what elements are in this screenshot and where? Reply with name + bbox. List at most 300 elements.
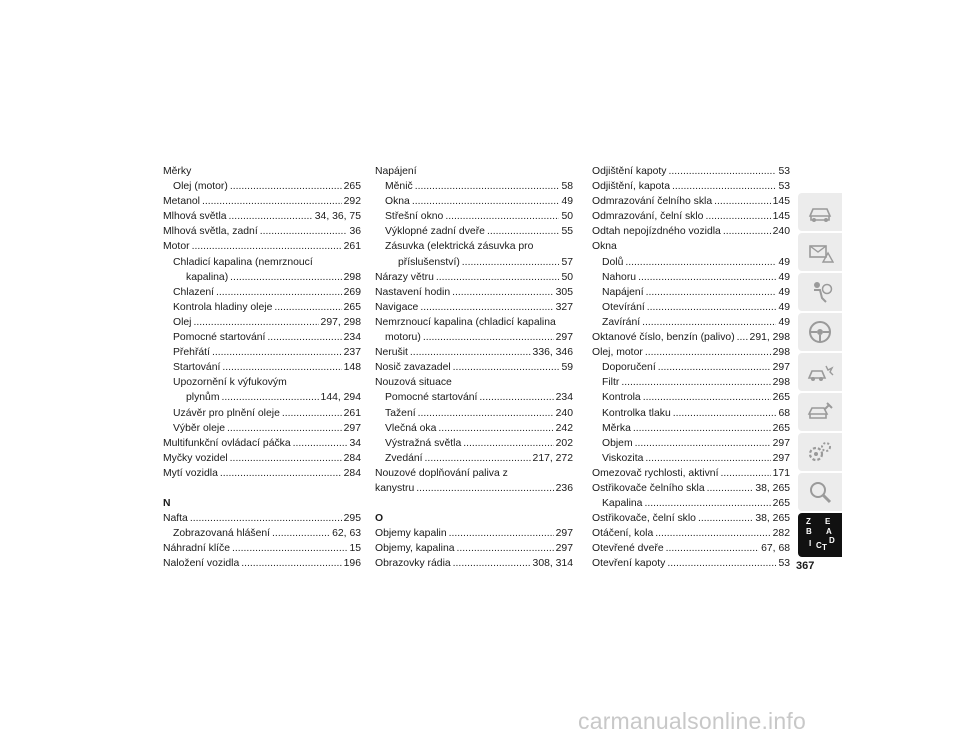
index-entry xyxy=(163,164,361,179)
index-entry xyxy=(592,526,790,541)
dot-leader xyxy=(705,209,770,224)
dot-leader xyxy=(230,179,342,194)
dot-leader xyxy=(274,300,341,315)
index-entry-term: Nárazy větru xyxy=(375,271,434,283)
index-entry-term: Ostřikovače čelního skla xyxy=(592,482,705,494)
index-entry-page: 49 xyxy=(778,301,790,313)
index-entry-term: Nastavení hodin xyxy=(375,286,451,298)
index-letter: I xyxy=(809,539,812,548)
index-entry xyxy=(163,360,361,375)
index-entry-page: 49 xyxy=(778,286,790,298)
index-entry xyxy=(163,436,361,451)
index-entry xyxy=(592,224,790,239)
dot-leader xyxy=(646,285,777,300)
index-entry-term: Filtr xyxy=(602,377,620,389)
dot-leader xyxy=(453,556,531,571)
dot-leader xyxy=(647,300,777,315)
index-entry xyxy=(375,345,573,360)
index-entry-page: 67, 68 xyxy=(761,543,790,555)
car-crash-icon xyxy=(806,358,834,386)
index-entry-page: 297 xyxy=(555,528,573,540)
index-entry xyxy=(163,315,361,330)
dot-leader xyxy=(438,421,553,436)
index-entry-term: Výstražná světla xyxy=(385,437,462,449)
dot-leader xyxy=(230,270,341,285)
dot-leader xyxy=(227,421,342,436)
index-entry-term: Výběr oleje xyxy=(173,422,225,434)
index-entry-term: Nouzová situace xyxy=(375,377,452,389)
index-entry-term: Olej, motor xyxy=(592,347,643,359)
index-entry-term: kapalina) xyxy=(186,271,229,283)
index-entry-term: Kontrola hladiny oleje xyxy=(173,301,273,313)
tab-warnings[interactable] xyxy=(798,233,842,271)
index-entry-page: 298 xyxy=(772,347,790,359)
index-entry-page: 265 xyxy=(343,301,361,313)
index-entry-page: 38, 265 xyxy=(755,513,790,525)
index-entry-term: Střešní okno xyxy=(385,211,444,223)
gears-icon xyxy=(806,438,834,466)
dot-leader xyxy=(479,390,553,405)
dot-leader xyxy=(202,194,342,209)
index-entry xyxy=(375,194,573,209)
index-entry-term: Měrka xyxy=(602,422,631,434)
dot-leader xyxy=(673,406,777,421)
index-entry-term: Náhradní klíče xyxy=(163,543,230,555)
index-entry-term: Odjištění, kapota xyxy=(592,181,670,193)
index-entry-page: 292 xyxy=(343,196,361,208)
index-entry-term: Měrky xyxy=(163,166,192,177)
index-entry-page: 298 xyxy=(772,377,790,389)
index-entry-page: 298 xyxy=(343,271,361,283)
dot-leader xyxy=(723,224,771,239)
dot-leader xyxy=(190,511,342,526)
dot-leader xyxy=(241,556,341,571)
index-entry xyxy=(592,511,790,526)
tab-technical[interactable] xyxy=(798,433,842,471)
dot-leader xyxy=(452,285,554,300)
dot-leader xyxy=(216,285,342,300)
index-entry-term: Chlazení xyxy=(173,286,215,298)
index-entry-page: 269 xyxy=(343,286,361,298)
index-entry xyxy=(592,451,790,466)
dot-leader xyxy=(212,345,342,360)
index-entry xyxy=(375,179,573,194)
index-entry-term: Napájení xyxy=(602,286,644,298)
dot-leader xyxy=(645,345,771,360)
index-entry-term: Mlhová světla, zadní xyxy=(163,226,258,238)
index-entry-term: Odmrazování čelního skla xyxy=(592,196,713,208)
index-entry xyxy=(375,526,573,541)
dot-leader xyxy=(463,436,553,451)
index-entry xyxy=(592,375,790,390)
index-entry-page: 171 xyxy=(772,467,790,479)
index-entry-page: 297 xyxy=(772,362,790,374)
index-entry-page: 68 xyxy=(778,407,790,419)
dot-leader xyxy=(707,481,754,496)
index-entry-page: 291, 298 xyxy=(749,332,790,344)
index-entry xyxy=(592,466,790,481)
dot-leader xyxy=(658,360,771,375)
index-entry xyxy=(163,466,361,481)
dot-leader xyxy=(220,466,342,481)
alphabet-index-icon xyxy=(805,517,835,553)
index-entry-term: Tažení xyxy=(385,407,416,419)
index-entry-term: plynům xyxy=(186,392,220,404)
index-entry xyxy=(592,481,790,496)
index-entry-term: Chladicí kapalina (nemrznoucí xyxy=(173,256,313,268)
index-entry-page: 308, 314 xyxy=(532,558,573,570)
airbag-person-icon xyxy=(806,278,834,306)
tab-driving[interactable] xyxy=(798,313,842,351)
index-entry-term: Přehřátí xyxy=(173,347,210,359)
index-entry-page: 217, 272 xyxy=(532,452,573,464)
index-entry xyxy=(163,179,361,194)
index-entry-term: Motor xyxy=(163,241,190,253)
index-entry-page: 57 xyxy=(561,256,573,268)
index-entry-term: Zvedání xyxy=(385,452,423,464)
index-entry-term: Obrazovky rádia xyxy=(375,558,451,570)
index-entry-page: 236 xyxy=(555,482,573,494)
index-entry xyxy=(163,390,361,405)
index-entry-term: Odtah nepojízdného vozidla xyxy=(592,226,721,238)
dot-leader xyxy=(222,390,319,405)
car-front-icon xyxy=(806,198,834,226)
dot-leader xyxy=(457,541,554,556)
index-entry-page: 261 xyxy=(343,241,361,253)
index-entry xyxy=(592,541,790,556)
dot-leader xyxy=(232,541,347,556)
dot-leader xyxy=(423,330,554,345)
index-entry-page: 49 xyxy=(778,256,790,268)
dot-leader xyxy=(621,375,770,390)
index-entry-term: Vlečná oka xyxy=(385,422,437,434)
index-entry xyxy=(163,285,361,300)
index-column-3 xyxy=(592,164,790,572)
index-entry-term: Otevřené dveře xyxy=(592,543,664,555)
index-entry-page: 53 xyxy=(778,558,790,570)
dot-leader xyxy=(672,179,776,194)
index-entry-page: 36 xyxy=(349,226,361,238)
tab-emergency[interactable] xyxy=(798,353,842,391)
index-entry-page: 242 xyxy=(555,422,573,434)
index-entry-term: Metanol xyxy=(163,196,200,208)
index-entry-page: 58 xyxy=(561,181,573,193)
index-entry xyxy=(375,239,573,254)
index-entry xyxy=(592,315,790,330)
index-entry-page: 50 xyxy=(561,211,573,223)
index-entry-term: Nahoru xyxy=(602,271,637,283)
dot-leader xyxy=(436,270,560,285)
dot-leader xyxy=(415,179,560,194)
index-entry-page: 234 xyxy=(555,392,573,404)
index-entry-term: Otáčení, kola xyxy=(592,528,654,540)
index-entry xyxy=(163,421,361,436)
index-entry-term: Mytí vozidla xyxy=(163,467,218,479)
tab-safety[interactable] xyxy=(798,273,842,311)
index-entry xyxy=(375,421,573,436)
magnifier-icon xyxy=(806,478,834,506)
watermark: carmanualsonline.info xyxy=(578,708,806,734)
dot-leader xyxy=(272,526,330,541)
index-entry-page: 297, 298 xyxy=(320,316,361,328)
index-entry-term: Naložení vozidla xyxy=(163,558,240,570)
index-entry-term: Okna xyxy=(592,241,617,253)
index-entry-term: Odmrazování, čelní sklo xyxy=(592,211,704,223)
index-entry xyxy=(163,330,361,345)
dot-leader xyxy=(720,466,770,481)
index-entry-term: Výklopné zadní dveře xyxy=(385,226,485,238)
index-entry-page: 59 xyxy=(561,362,573,374)
index-entry-term: Multifunkční ovládací páčka xyxy=(163,437,291,449)
index-entry-term: Omezovač rychlosti, aktivní xyxy=(592,467,719,479)
index-entry xyxy=(592,390,790,405)
index-entry-term: Oktanové číslo, benzín (palivo) xyxy=(592,332,735,344)
dot-leader xyxy=(192,239,342,254)
index-entry xyxy=(375,375,573,390)
index-entry xyxy=(375,285,573,300)
index-entry-page: 240 xyxy=(555,407,573,419)
dot-leader xyxy=(420,300,553,315)
index-entry xyxy=(592,330,790,345)
index-letter: C xyxy=(816,541,822,550)
dot-leader xyxy=(669,164,777,179)
index-entry-term: kanystru xyxy=(375,482,415,494)
page-number: 367 xyxy=(796,560,815,572)
index-entry-page: 237 xyxy=(343,347,361,359)
index-entry-page: 145 xyxy=(772,196,790,208)
index-entry-term: Viskozita xyxy=(602,452,644,464)
dot-leader xyxy=(418,406,554,421)
index-entry xyxy=(163,345,361,360)
dot-leader xyxy=(635,436,771,451)
index-entry-page: 202 xyxy=(555,437,573,449)
index-entry-page: 284 xyxy=(343,467,361,479)
index-entry-term: Objemy, kapalina xyxy=(375,543,455,555)
index-entry xyxy=(375,390,573,405)
dot-leader xyxy=(714,194,771,209)
index-entry xyxy=(375,466,573,481)
index-entry xyxy=(163,526,361,541)
index-entry-term: Ostřikovače, čelní sklo xyxy=(592,513,696,525)
dot-leader xyxy=(449,526,554,541)
index-entry xyxy=(592,436,790,451)
index-entry-term: Objemy kapalin xyxy=(375,528,447,540)
index-entry-page: 327 xyxy=(555,301,573,313)
dot-leader xyxy=(667,556,776,571)
index-entry xyxy=(592,496,790,511)
index-entry-term: Myčky vozidel xyxy=(163,452,228,464)
car-service-icon xyxy=(806,398,834,426)
index-entry xyxy=(592,194,790,209)
index-entry xyxy=(163,255,361,270)
tab-service[interactable] xyxy=(798,393,842,431)
dot-leader xyxy=(737,330,748,345)
index-entry-term: Nafta xyxy=(163,513,188,525)
tab-vehicle[interactable] xyxy=(798,193,842,231)
index-entry-page: 49 xyxy=(778,271,790,283)
index-letter: E xyxy=(825,517,831,526)
index-entry-term: Pomocné startování xyxy=(385,392,478,404)
index-entry-term: Zásuvka (elektrická zásuvka pro xyxy=(385,241,534,253)
tab-search[interactable] xyxy=(798,473,842,511)
index-entry-page: 305 xyxy=(555,286,573,298)
index-entry xyxy=(375,481,573,496)
index-entry-page: 261 xyxy=(343,407,361,419)
dot-leader xyxy=(260,224,348,239)
index-entry-page: 38, 265 xyxy=(755,482,790,494)
index-entry-page: 62, 63 xyxy=(332,528,361,540)
dot-leader xyxy=(230,451,342,466)
index-entry-term: příslušenství) xyxy=(398,256,460,268)
index-entry-term: Upozornění k výfukovým xyxy=(173,377,287,389)
index-entry xyxy=(375,315,573,330)
dot-leader xyxy=(644,496,770,511)
index-column-1 xyxy=(163,164,361,571)
index-entry-term: Olej (motor) xyxy=(173,181,228,193)
tab-index-active[interactable] xyxy=(798,513,842,557)
index-entry-page: 336, 346 xyxy=(532,347,573,359)
index-entry xyxy=(592,421,790,436)
index-entry xyxy=(592,239,790,254)
index-entry xyxy=(375,360,573,375)
index-letter: A xyxy=(826,527,832,536)
index-letter-heading: N xyxy=(163,497,171,509)
index-entry-page: 297 xyxy=(555,332,573,344)
index-entry xyxy=(592,255,790,270)
index-entry-term: Okna xyxy=(385,196,410,208)
index-entry xyxy=(592,179,790,194)
index-entry-term: Nemrznoucí kapalina (chladicí kapalina xyxy=(375,316,556,328)
index-entry xyxy=(375,541,573,556)
index-entry-page: 295 xyxy=(343,513,361,525)
index-entry xyxy=(163,451,361,466)
index-entry-page: 53 xyxy=(778,181,790,193)
dot-leader xyxy=(416,481,553,496)
index-entry xyxy=(375,556,573,571)
index-entry-term: Kapalina xyxy=(602,498,643,510)
index-entry-page: 196 xyxy=(343,558,361,570)
dot-leader xyxy=(425,451,531,466)
index-column-2 xyxy=(375,164,573,571)
index-entry xyxy=(375,436,573,451)
index-entry xyxy=(375,270,573,285)
index-entry-term: motoru) xyxy=(385,332,421,344)
index-entry xyxy=(163,406,361,421)
index-entry-term: Dolů xyxy=(602,256,624,268)
index-entry-term: Startování xyxy=(173,362,221,374)
dot-leader xyxy=(643,390,771,405)
index-entry-term: Pomocné startování xyxy=(173,332,266,344)
index-letter-heading: O xyxy=(375,513,384,525)
index-entry xyxy=(375,451,573,466)
index-entry xyxy=(375,164,573,179)
index-entry xyxy=(163,511,361,526)
index-entry-page: 234 xyxy=(343,332,361,344)
steering-wheel-icon xyxy=(806,318,834,346)
dot-leader xyxy=(282,406,342,421)
index-entry-page: 265 xyxy=(772,498,790,510)
index-entry-page: 297 xyxy=(343,422,361,434)
index-letter: B xyxy=(806,527,812,536)
index-entry xyxy=(592,406,790,421)
index-entry-term: Objem xyxy=(602,437,633,449)
index-entry-term: Nerušit xyxy=(375,347,408,359)
dot-leader xyxy=(625,255,776,270)
index-entry-page: 49 xyxy=(561,196,573,208)
index-entry xyxy=(163,556,361,571)
index-entry xyxy=(375,255,573,270)
index-entry-term: Uzávěr pro plnění oleje xyxy=(173,407,280,419)
index-entry-term: Nosič zavazadel xyxy=(375,362,451,374)
index-entry xyxy=(163,194,361,209)
index-entry-page: 240 xyxy=(772,226,790,238)
index-entry-term: Nouzové doplňování paliva z xyxy=(375,467,508,479)
index-entry-term: Olej xyxy=(173,316,192,328)
index-entry-page: 284 xyxy=(343,452,361,464)
dot-leader xyxy=(445,209,559,224)
index-entry-term: Doporučení xyxy=(602,362,656,374)
index-entry-term: Odjištění kapoty xyxy=(592,166,667,177)
dot-leader xyxy=(410,345,531,360)
dot-leader xyxy=(655,526,770,541)
index-entry-term: Kontrola xyxy=(602,392,641,404)
index-entry-page: 15 xyxy=(349,543,361,555)
dot-leader xyxy=(462,255,560,270)
index-entry-page: 297 xyxy=(772,452,790,464)
index-entry-term: Otevření kapoty xyxy=(592,558,666,570)
dot-leader xyxy=(293,436,348,451)
dot-leader xyxy=(666,541,759,556)
index-entry-term: Kontrolka tlaku xyxy=(602,407,671,419)
index-entry-page: 297 xyxy=(772,437,790,449)
index-entry-page: 55 xyxy=(561,226,573,238)
index-entry xyxy=(163,541,361,556)
warning-envelope-icon xyxy=(806,238,834,266)
index-entry-page: 297 xyxy=(555,543,573,555)
index-entry xyxy=(592,360,790,375)
dot-leader xyxy=(229,209,313,224)
index-entry-term: Navigace xyxy=(375,301,419,313)
index-letter: Z xyxy=(806,517,811,526)
dot-leader xyxy=(698,511,753,526)
index-entry xyxy=(592,300,790,315)
index-entry xyxy=(592,556,790,571)
index-entry xyxy=(163,224,361,239)
index-entry-term: Otevírání xyxy=(602,301,645,313)
dot-leader xyxy=(638,270,776,285)
index-entry xyxy=(375,406,573,421)
index-entry-page: 53 xyxy=(778,166,790,177)
dot-leader xyxy=(633,421,771,436)
index-entry-term: Měnič xyxy=(385,181,413,193)
dot-leader xyxy=(487,224,560,239)
dot-leader xyxy=(645,451,770,466)
index-entry-page: 148 xyxy=(343,362,361,374)
index-entry xyxy=(592,270,790,285)
index-entry xyxy=(592,285,790,300)
index-entry-term: Zobrazovaná hlášení xyxy=(173,528,271,540)
index-entry-page: 265 xyxy=(343,181,361,193)
index-entry-page: 144, 294 xyxy=(320,392,361,404)
index-entry xyxy=(163,300,361,315)
index-entry-term: Zavírání xyxy=(602,316,641,328)
index-entry xyxy=(592,164,790,179)
index-entry-page: 49 xyxy=(778,316,790,328)
index-entry-page: 265 xyxy=(772,392,790,404)
index-entry-page: 50 xyxy=(561,271,573,283)
index-entry-page: 282 xyxy=(772,528,790,540)
index-entry xyxy=(375,209,573,224)
